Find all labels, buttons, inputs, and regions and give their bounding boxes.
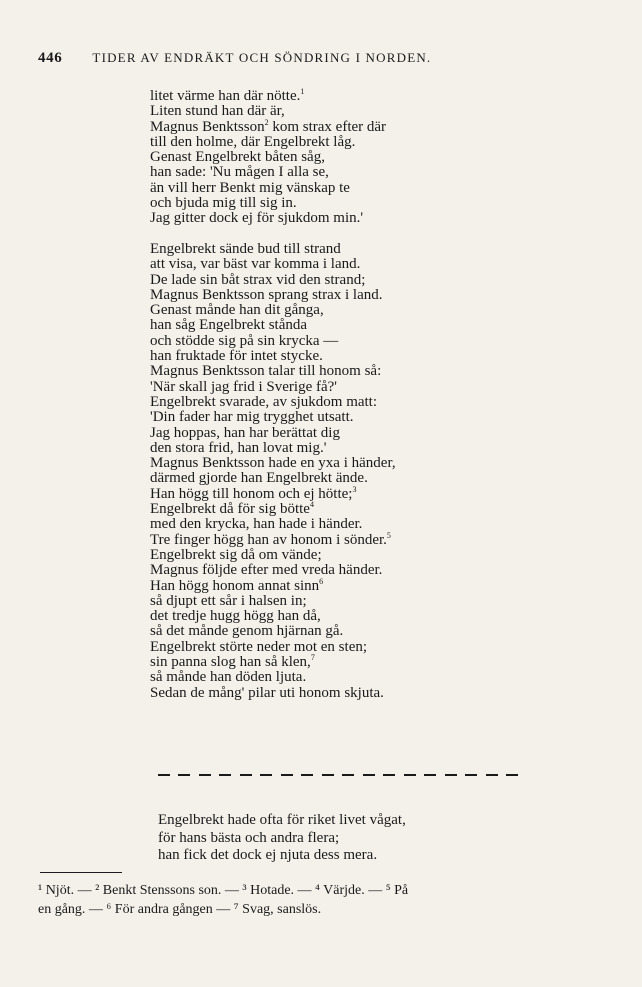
poem-line: Engelbrekt då för sig bötte$^4$ <box>150 500 314 518</box>
divider-dash <box>240 774 252 776</box>
poem-line: han såg Engelbrekt stånda <box>150 317 308 334</box>
poem-line: 'Din fader har mig trygghet utsatt. <box>150 409 354 426</box>
poem-line: Han högg till honom och ej hötte;$^3$ <box>150 484 357 502</box>
poem-line: Sedan de mång' pilar uti honom skjuta. <box>150 684 384 701</box>
poem-line: och stödde sig på sin krycka — <box>150 332 339 349</box>
divider-dash <box>281 774 293 776</box>
poem <box>150 89 550 701</box>
poem-line: Genast månde han dit gånga, <box>150 302 324 319</box>
poem-line: än vill herr Benkt mig vänskap te <box>150 179 350 196</box>
divider-dash <box>301 774 313 776</box>
divider-dash <box>445 774 457 776</box>
poem-line: Engelbrekt sig då om vände; <box>150 546 322 563</box>
divider-dash <box>383 774 395 776</box>
poem-line: så det månde genom hjärnan gå. <box>150 623 344 640</box>
divider-dash <box>158 774 170 776</box>
footnote-marker: 5 <box>386 530 391 540</box>
footnote-marker: 2 <box>264 117 269 127</box>
poem-line: Magnus Benktsson hade en yxa i händer, <box>150 455 396 472</box>
divider-dash <box>465 774 477 776</box>
section-divider <box>158 768 518 780</box>
poem-line: Jag hoppas, han har berättat dig <box>150 424 340 441</box>
poem-line: Tre finger högg han av honom i sönder.$^5$ <box>150 530 391 548</box>
divider-dash <box>199 774 211 776</box>
closing-line: Engelbrekt hade ofta för riket livet vågat, <box>158 812 406 828</box>
poem-line: därmed gjorde han Engelbrekt ände. <box>150 470 368 487</box>
poem-line: Liten stund han där är, <box>150 103 285 120</box>
poem-line: Engelbrekt sände bud till strand <box>150 240 341 257</box>
closing-line: han fick det dock ej njuta dess mera. <box>158 847 378 863</box>
divider-dash <box>424 774 436 776</box>
page-header <box>38 50 582 67</box>
divider-dash <box>322 774 334 776</box>
poem-line: 'När skall jag frid i Sverige få?' <box>150 378 338 395</box>
poem-line: Magnus Benktsson talar till honom så: <box>150 363 382 380</box>
poem-line: så månde han döden ljuta. <box>150 669 307 686</box>
footnote-line: ¹ Njöt. — ² Benkt Stenssons son. — ³ Hotade. — ⁴ Värjde. — ⁵ På <box>38 883 409 898</box>
footnote-rule <box>40 872 122 873</box>
footnote-marker: 1 <box>300 87 305 96</box>
footnotes <box>38 881 612 919</box>
poem-line: och bjuda mig till sig in. <box>150 195 297 212</box>
poem-line: litet värme han där nötte.$^1$ <box>150 87 305 104</box>
footnote-marker: 3 <box>352 484 357 494</box>
divider-dash <box>404 774 416 776</box>
poem-line: han sade: 'Nu mågen I alla se, <box>150 164 329 181</box>
poem-line: sin panna slog han så klen,$^7$ <box>150 652 315 670</box>
poem-line: att visa, var bäst var komma i land. <box>150 256 361 273</box>
poem-line: Han högg honom annat sinn$^6$ <box>150 576 324 594</box>
divider-dash <box>260 774 272 776</box>
divider-dash <box>486 774 498 776</box>
poem-line: Magnus Benktsson sprang strax i land. <box>150 286 383 303</box>
closing-stanza <box>158 812 558 865</box>
divider-dash <box>506 774 518 776</box>
poem-line: Engelbrekt svarade, av sjukdom matt: <box>150 393 378 410</box>
closing-line: för hans bästa och andra flera; <box>158 829 340 846</box>
poem-line: den stora frid, han lovat mig.' <box>150 439 327 456</box>
poem-stanza-1 <box>150 89 550 227</box>
poem-line: så djupt ett sår i halsen in; <box>150 592 307 609</box>
footnote-line: en gång. — ⁶ För andra gången — ⁷ Svag, sanslös. <box>38 902 322 917</box>
page-number: 446 <box>38 50 63 66</box>
footnote-marker: 7 <box>310 652 315 662</box>
footnote-marker: 6 <box>319 576 324 586</box>
poem-line: Magnus följde efter med vreda händer. <box>150 562 383 579</box>
divider-dash <box>219 774 231 776</box>
divider-dash <box>178 774 190 776</box>
poem-line: det tredje hugg högg han då, <box>150 608 321 625</box>
footnote-marker: 4 <box>309 500 314 510</box>
poem-line: De lade sin båt strax vid den strand; <box>150 271 366 288</box>
poem-line: till den holme, där Engelbrekt låg. <box>150 133 356 150</box>
divider-dash <box>363 774 375 776</box>
running-title: TIDER AV ENDRÄKT OCH SÖNDRING I NORDEN. <box>92 50 432 65</box>
poem-line: med den krycka, han hade i händer. <box>150 516 363 533</box>
poem-line: Genast Engelbrekt båten såg, <box>150 149 325 166</box>
poem-line: Magnus Benktsson$^2$ kom strax efter där <box>150 117 387 135</box>
poem-line: Jag gitter dock ej för sjukdom min.' <box>150 210 364 227</box>
poem-line: Engelbrekt störte neder mot en sten; <box>150 638 368 655</box>
poem-stanza-2 <box>150 242 550 701</box>
poem-line: han fruktade för intet stycke. <box>150 348 323 365</box>
divider-dash <box>342 774 354 776</box>
